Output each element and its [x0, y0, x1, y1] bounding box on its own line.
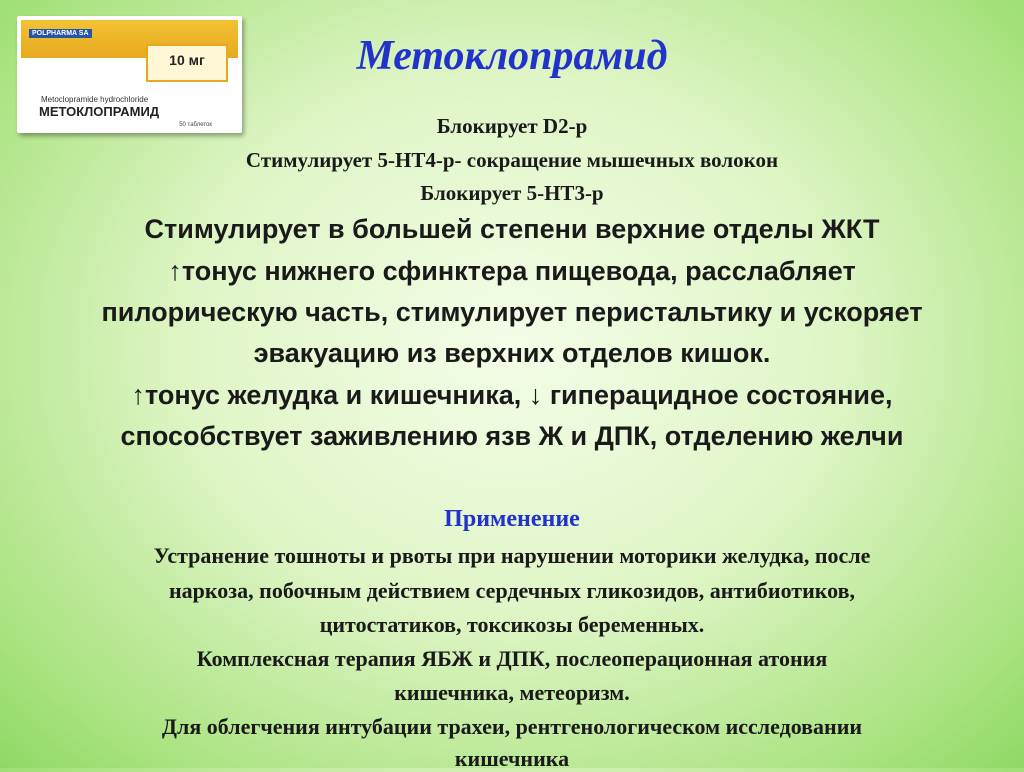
application-line-4: Комплексная терапия ЯБЖ и ДПК, послеоперационная атония — [196, 646, 828, 671]
effects-line-5: ↑тонус желудка и кишечника, ↓ гиперацидное состояние, — [131, 380, 893, 410]
application-line-5: кишечника, метеоризм. — [394, 680, 630, 705]
application-line-3: цитостатиков, токсикозы беременных. — [319, 612, 705, 637]
application-heading: Применение — [444, 506, 580, 532]
application-line-7: кишечника — [454, 746, 570, 771]
effects-line-1: Стимулирует в большей степени верхние отделы ЖКТ — [144, 214, 880, 244]
effects-line-4: эвакуацию из верхних отделов кишок. — [253, 338, 771, 368]
mechanism-line-1: Блокирует D2-р — [436, 114, 588, 138]
mechanism-line-2: Стимулирует 5-НТ4-р- сокращение мышечных волокон — [245, 148, 779, 172]
mechanism-line-3: Блокирует 5-НТ3-р — [420, 181, 604, 205]
application-line-2: наркоза, побочным действием сердечных гликозидов, антибиотиков, — [169, 578, 855, 603]
package-latin-name: Metoclopramide hydrochloride — [41, 95, 149, 104]
effects-line-6: способствует заживлению язв Ж и ДПК, отделению желчи — [120, 421, 904, 451]
page-title: Метоклопрамид — [356, 33, 668, 79]
package-maker-label: POLPHARMA SA — [29, 29, 92, 38]
package-count: 50 таблеток — [179, 122, 212, 128]
package-dose: 10 мг — [169, 52, 205, 68]
package-brand-name: МЕТОКЛОПРАМИД — [39, 104, 160, 119]
effects-line-2: ↑тонус нижнего сфинктера пищевода, расслабляет — [168, 256, 856, 286]
application-line-6: Для облегчения интубации трахеи, рентгенологическом исследовании — [161, 714, 863, 739]
application-line-1: Устранение тошноты и рвоты при нарушении моторики желудка, после — [153, 543, 871, 568]
effects-line-3: пилорическую часть, стимулирует перистальтику и ускоряет — [101, 297, 923, 327]
